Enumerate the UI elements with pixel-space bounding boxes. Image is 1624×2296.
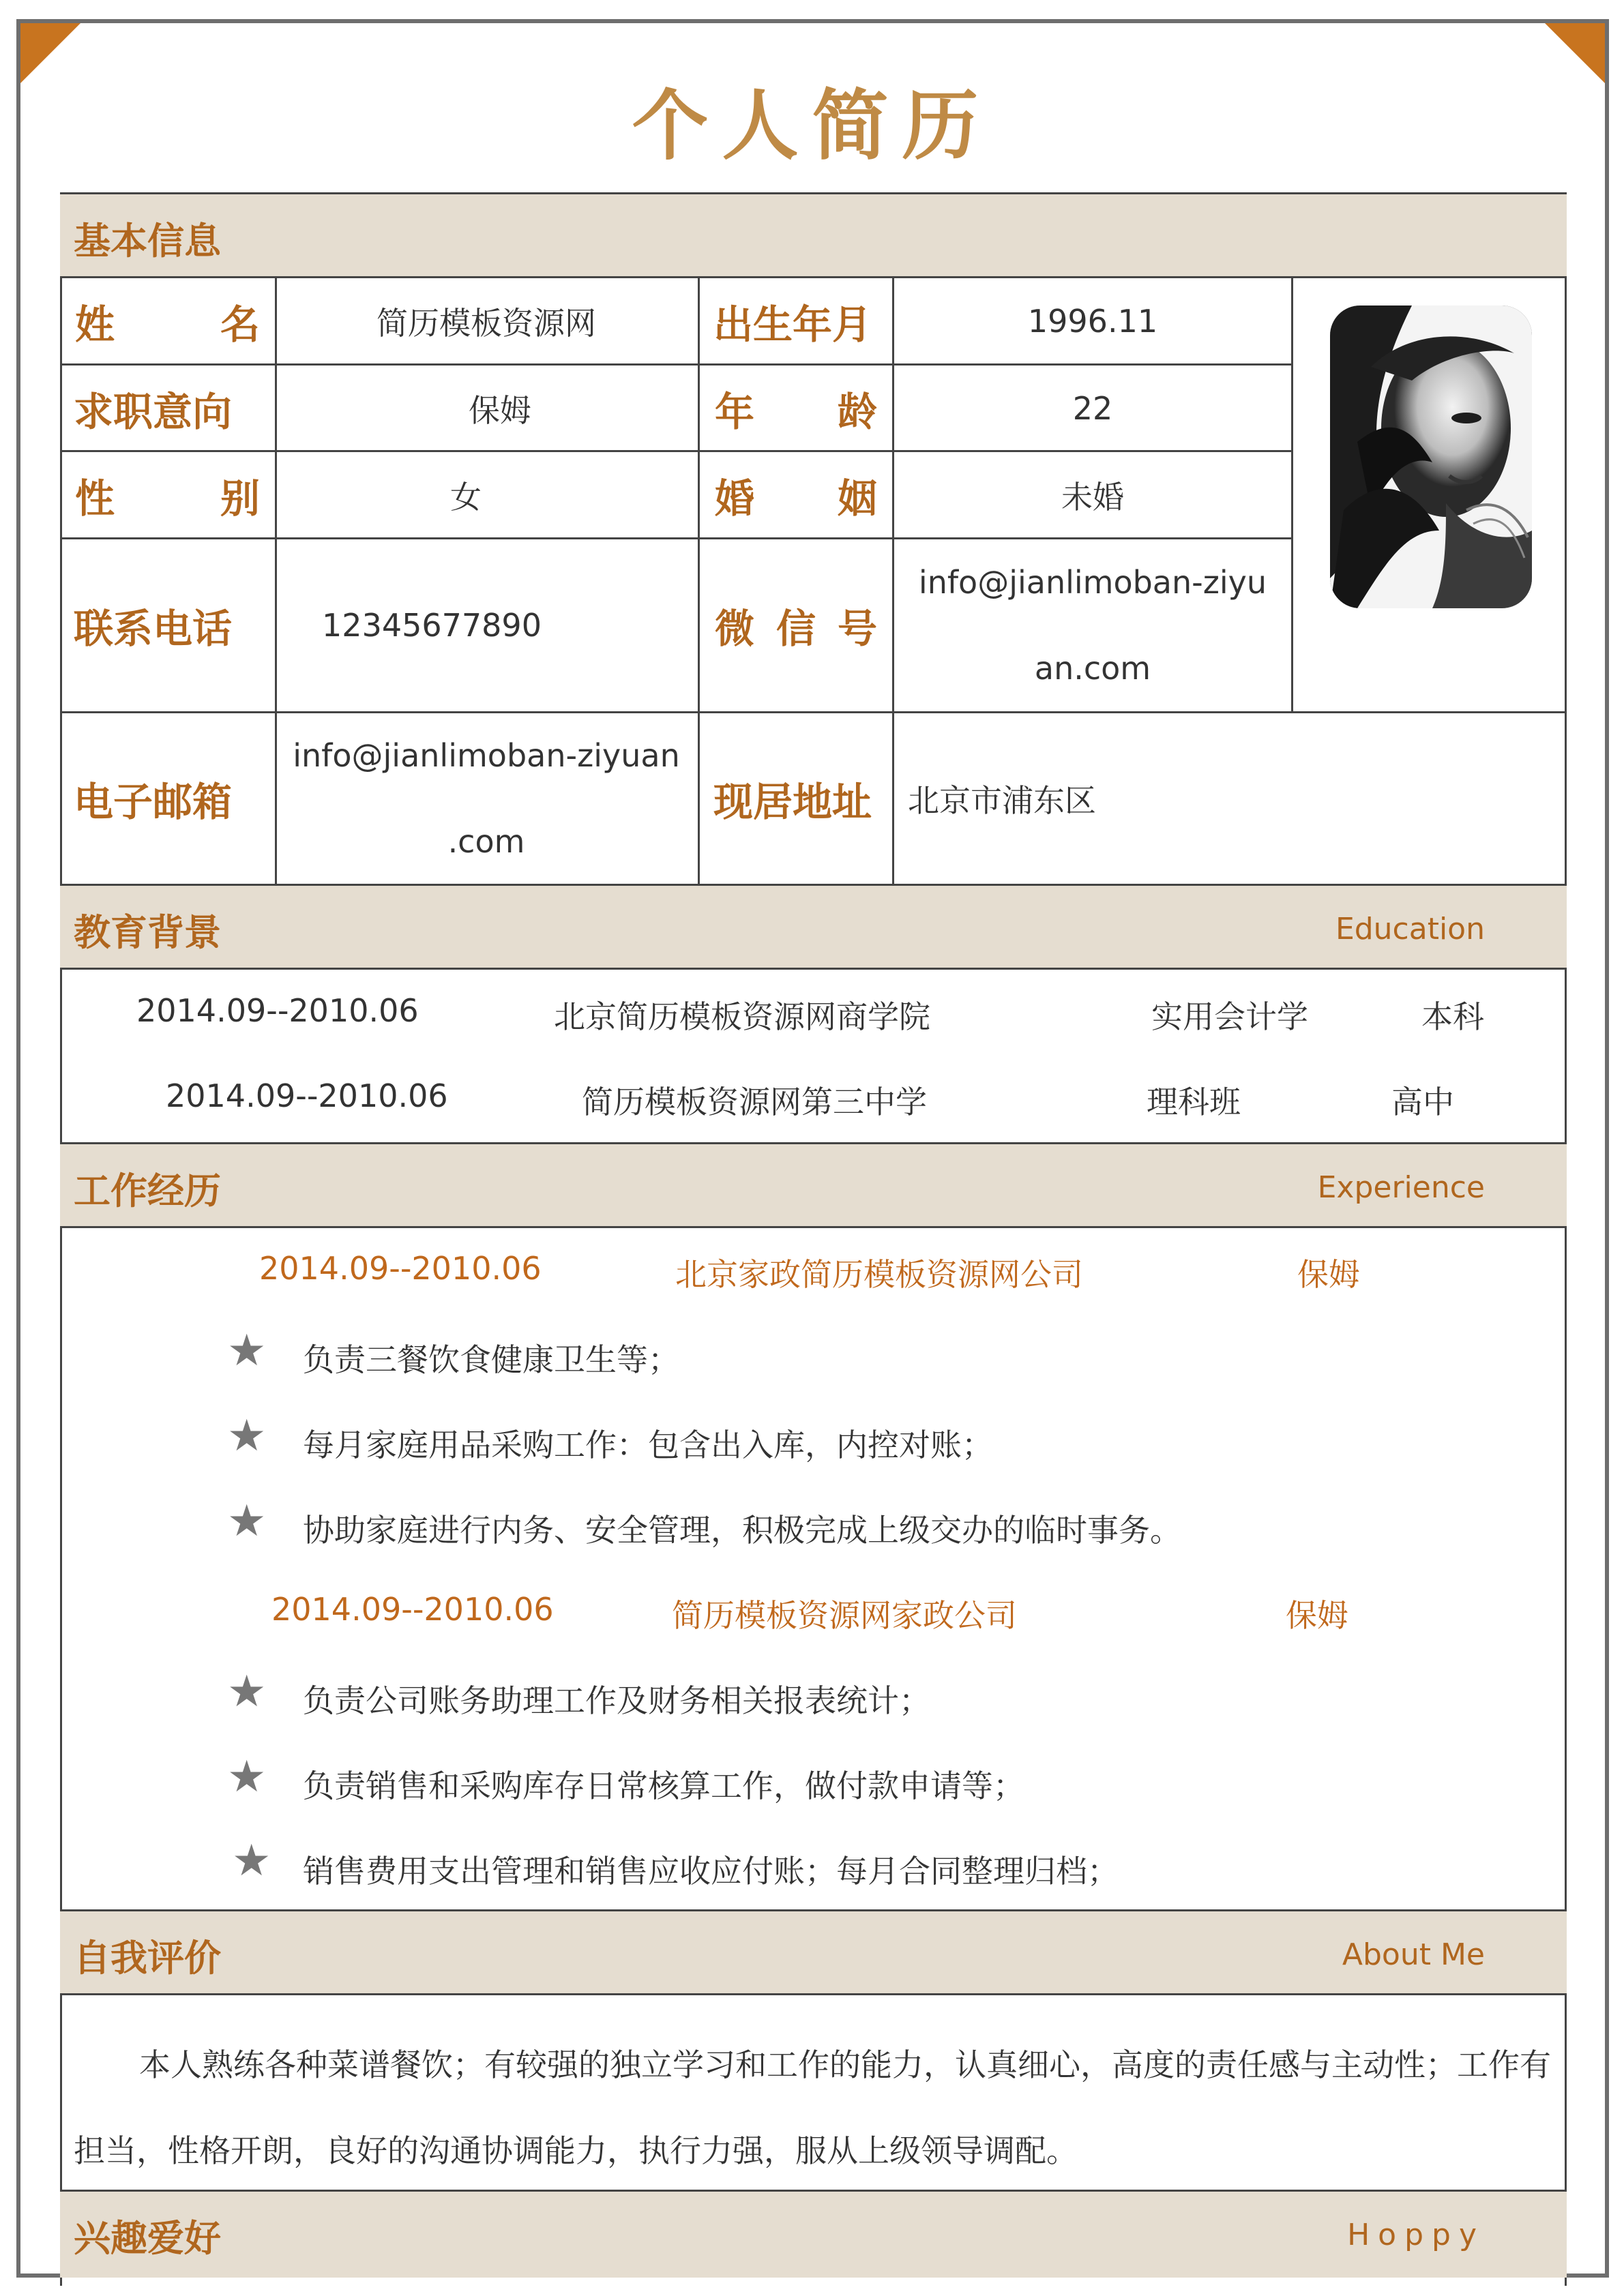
work-date: 2014.09--2010.06 — [271, 1591, 554, 1628]
edu-degree: 本科 — [1421, 998, 1484, 1035]
star-icon: ★ — [227, 1496, 267, 1547]
section-education — [60, 884, 1567, 970]
job-intention-label: 求职意向 — [74, 389, 233, 435]
section-title: 基本信息 — [74, 220, 221, 263]
star-icon: ★ — [227, 1752, 267, 1802]
label-char: 龄 — [837, 389, 877, 435]
star-icon: ★ — [227, 1667, 267, 1717]
section-title: 工作经历 — [74, 1169, 221, 1212]
label-char: 号 — [837, 606, 877, 652]
age-label — [700, 366, 892, 451]
work-duty: 负责公司账务助理工作及财务相关报表统计； — [303, 1682, 930, 1719]
label-char: 婚 — [715, 475, 755, 522]
birth-label: 出生年月 — [713, 301, 872, 348]
work-duty: 负责三餐饮食健康卫生等； — [303, 1341, 679, 1378]
edu-date: 2014.09--2010.06 — [166, 1077, 448, 1114]
wechat-value — [894, 539, 1291, 711]
birth-value: 1996.11 — [1027, 303, 1158, 340]
edu-degree: 高中 — [1391, 1084, 1454, 1120]
grid-line — [1291, 278, 1293, 713]
star-icon: ★ — [227, 1411, 267, 1461]
star-icon: ★ — [227, 1326, 267, 1376]
marriage-value: 未婚 — [1061, 479, 1124, 516]
wechat-value-line: an.com — [1034, 650, 1151, 687]
work-duty: 协助家庭进行内务、安全管理，积极完成上级交办的临时事务。 — [303, 1512, 1181, 1549]
about-text: 本人熟练各种菜谱餐饮；有较强的独立学习和工作的能力，认真细心，高度的责任感与主动性；工作有担当，性格开朗，良好的沟通协调能力，执行力强，服从上级领导调配。 — [74, 2046, 1551, 2169]
label-char: 年 — [715, 389, 755, 435]
gender-label — [60, 452, 275, 538]
work-company: 北京家政简历模板资源网公司 — [675, 1256, 1083, 1293]
gender-value: 女 — [450, 479, 482, 516]
work-date: 2014.09--2010.06 — [259, 1250, 542, 1287]
edu-major: 实用会计学 — [1151, 998, 1308, 1035]
wechat-label — [700, 539, 892, 711]
email-label: 电子邮箱 — [74, 779, 233, 825]
star-icon: ★ — [232, 1836, 271, 1886]
label-char: 名 — [220, 301, 260, 348]
label-char: 姻 — [837, 475, 877, 522]
edu-date: 2014.09--2010.06 — [136, 992, 419, 1029]
phone-label: 联系电话 — [74, 606, 233, 652]
section-about — [60, 1909, 1567, 1995]
edu-major: 理科班 — [1147, 1084, 1241, 1120]
label-char: 姓 — [75, 301, 115, 348]
section-work — [60, 1142, 1567, 1228]
name-value: 简历模板资源网 — [377, 305, 596, 342]
address-value: 北京市浦东区 — [908, 782, 1096, 819]
label-char: 别 — [220, 475, 260, 522]
edu-school: 简历模板资源网第三中学 — [582, 1084, 927, 1120]
label-char: 性 — [75, 475, 115, 522]
job-intention-value: 保姆 — [469, 392, 531, 429]
email-value-line: .com — [447, 823, 525, 860]
section-title: 自我评价 — [74, 1937, 221, 1980]
work-duty: 每月家庭用品采购工作：包含出入库，内控对账； — [303, 1427, 993, 1463]
phone-value: 12345677890 — [322, 607, 542, 644]
work-position: 保姆 — [1297, 1256, 1360, 1293]
label-char: 微 — [715, 606, 755, 652]
age-value: 22 — [1072, 390, 1113, 427]
work-position: 保姆 — [1286, 1597, 1348, 1634]
edu-school: 北京简历模板资源网商学院 — [554, 998, 930, 1035]
section-title-en: About Me — [1342, 1937, 1485, 1972]
section-basic-info — [60, 192, 1567, 278]
label-char: 信 — [776, 606, 816, 652]
section-title: 兴趣爱好 — [74, 2217, 221, 2260]
address-label: 现居地址 — [713, 779, 872, 825]
work-duty: 销售费用支出管理和销售应收应付账；每月合同整理归档； — [303, 1853, 1119, 1890]
section-title: 教育背景 — [74, 911, 221, 954]
section-title-en: Hoppy — [1347, 2218, 1485, 2252]
email-value-line: info@jianlimoban-ziyuan — [293, 737, 680, 774]
section-hobby — [60, 2190, 1567, 2278]
profile-photo — [1330, 305, 1532, 608]
wechat-value-line: info@jianlimoban-ziyu — [918, 564, 1267, 601]
section-title-en: Experience — [1317, 1170, 1485, 1205]
name-label — [60, 278, 275, 364]
section-title-en: Education — [1335, 912, 1485, 946]
work-duty: 负责销售和采购库存日常核算工作，做付款申请等； — [303, 1768, 1024, 1804]
email-value — [275, 713, 698, 884]
resume-title: 个人简历 — [632, 82, 992, 170]
work-company: 简历模板资源网家政公司 — [672, 1597, 1017, 1634]
marriage-label — [700, 452, 892, 538]
